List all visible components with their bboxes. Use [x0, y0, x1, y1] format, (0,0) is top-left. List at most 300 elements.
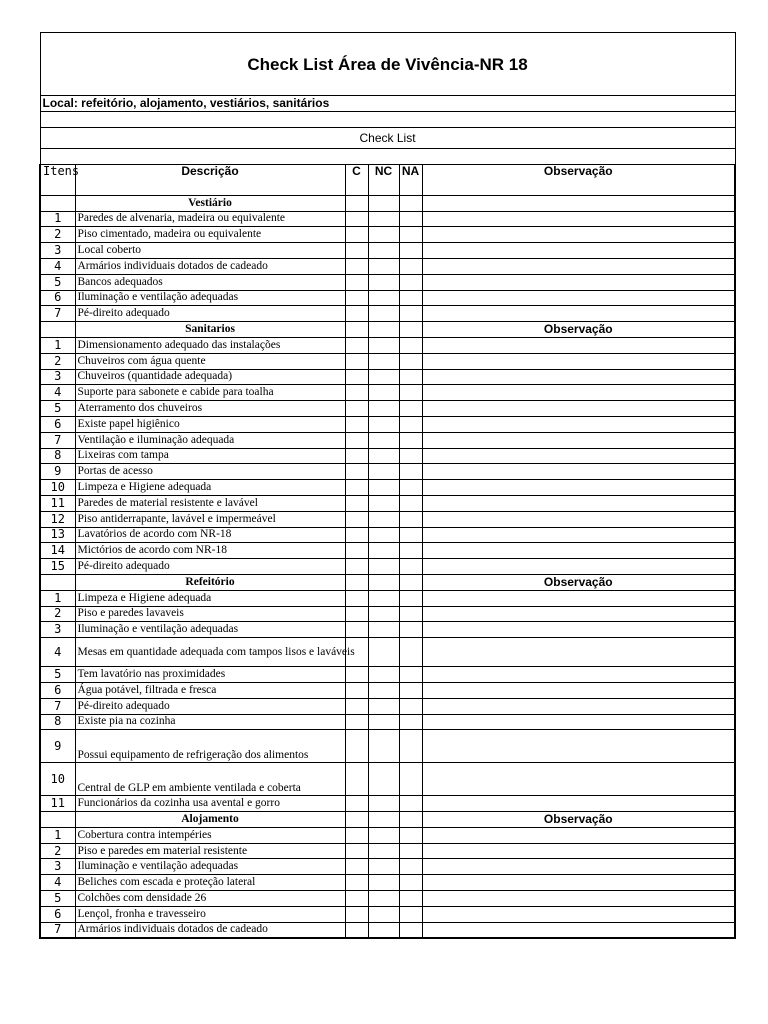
- check-cell-nc[interactable]: [368, 353, 399, 369]
- table-row: [40, 211, 735, 227]
- check-cell-na[interactable]: [399, 730, 422, 763]
- check-cell-nc[interactable]: [368, 875, 399, 891]
- item-description: Pé-direito adequado: [75, 559, 345, 575]
- check-cell-na[interactable]: [399, 432, 422, 448]
- check-cell-c[interactable]: [345, 353, 368, 369]
- col-header-nc: NC: [368, 164, 399, 195]
- table-row: [40, 606, 735, 622]
- item-number: 14: [40, 543, 75, 559]
- check-cell-c[interactable]: [345, 227, 368, 243]
- check-cell-c[interactable]: [345, 401, 368, 417]
- col-header-descricao: Descrição: [75, 164, 345, 195]
- check-cell-na[interactable]: [399, 416, 422, 432]
- item-description: Lençol, fronha e travesseiro: [75, 906, 345, 922]
- item-description: Chuveiros (quantidade adequada): [75, 369, 345, 385]
- item-number: 12: [40, 511, 75, 527]
- section-blank-cell: [399, 195, 422, 211]
- table-row: [40, 622, 735, 638]
- table-row: [40, 590, 735, 606]
- check-cell-nc[interactable]: [368, 859, 399, 875]
- check-cell-c[interactable]: [345, 714, 368, 730]
- observacao-cell[interactable]: [422, 432, 735, 448]
- check-cell-na[interactable]: [399, 543, 422, 559]
- observacao-cell[interactable]: [422, 543, 735, 559]
- section-observacao-header: Observação: [422, 812, 735, 828]
- check-cell-nc[interactable]: [368, 385, 399, 401]
- check-cell-nc[interactable]: [368, 559, 399, 575]
- table-row: [40, 448, 735, 464]
- check-cell-c[interactable]: [345, 543, 368, 559]
- table-row: [40, 827, 735, 843]
- section-blank-cell: [40, 812, 75, 828]
- check-cell-c[interactable]: [345, 337, 368, 353]
- observacao-cell[interactable]: [422, 480, 735, 496]
- check-cell-nc[interactable]: [368, 698, 399, 714]
- table-row: [40, 559, 735, 575]
- check-cell-na[interactable]: [399, 590, 422, 606]
- observacao-cell[interactable]: [422, 796, 735, 812]
- item-number: 13: [40, 527, 75, 543]
- section-blank-cell: [399, 574, 422, 590]
- page-title: Check List Área de Vivência-NR 18: [40, 33, 735, 96]
- blank-row: [40, 112, 735, 128]
- observacao-cell[interactable]: [422, 211, 735, 227]
- section-blank-cell: [399, 322, 422, 338]
- col-header-c: C: [345, 164, 368, 195]
- item-description: Iluminação e ventilação adequadas: [75, 622, 345, 638]
- check-cell-na[interactable]: [399, 891, 422, 907]
- check-cell-nc[interactable]: [368, 543, 399, 559]
- observacao-cell[interactable]: [422, 274, 735, 290]
- check-cell-c[interactable]: [345, 448, 368, 464]
- section-blank-cell: [345, 574, 368, 590]
- section-header-row: [40, 322, 735, 338]
- observacao-cell[interactable]: [422, 638, 735, 667]
- section-blank-cell: [40, 195, 75, 211]
- observacao-cell[interactable]: [422, 714, 735, 730]
- item-description: Piso e paredes em material resistente: [75, 843, 345, 859]
- check-cell-c[interactable]: [345, 306, 368, 322]
- check-cell-nc[interactable]: [368, 480, 399, 496]
- check-cell-nc[interactable]: [368, 590, 399, 606]
- check-cell-na[interactable]: [399, 306, 422, 322]
- table-row: [40, 385, 735, 401]
- check-cell-nc[interactable]: [368, 306, 399, 322]
- item-description: Central de GLP em ambiente ventilada e coberta: [75, 763, 345, 796]
- item-number: 9: [40, 464, 75, 480]
- check-cell-nc[interactable]: [368, 337, 399, 353]
- item-description: Existe papel higiênico: [75, 416, 345, 432]
- observacao-cell[interactable]: [422, 906, 735, 922]
- section-title: Alojamento: [75, 812, 345, 828]
- check-cell-nc[interactable]: [368, 227, 399, 243]
- item-description: Cobertura contra intempéries: [75, 827, 345, 843]
- item-number: 4: [40, 875, 75, 891]
- table-row: [40, 464, 735, 480]
- item-number: 9: [40, 730, 75, 763]
- section-observacao-header: Observação: [422, 322, 735, 338]
- check-cell-na[interactable]: [399, 243, 422, 259]
- item-number: 1: [40, 827, 75, 843]
- table-row: [40, 306, 735, 322]
- item-description: Colchões com densidade 26: [75, 891, 345, 907]
- observacao-cell[interactable]: [422, 385, 735, 401]
- item-description: Limpeza e Higiene adequada: [75, 480, 345, 496]
- item-number: 3: [40, 369, 75, 385]
- item-number: 7: [40, 922, 75, 938]
- observacao-cell[interactable]: [422, 922, 735, 938]
- observacao-cell[interactable]: [422, 843, 735, 859]
- section-blank-cell: [399, 812, 422, 828]
- section-title: Vestiário: [75, 195, 345, 211]
- observacao-cell[interactable]: [422, 464, 735, 480]
- check-cell-nc[interactable]: [368, 843, 399, 859]
- check-cell-c[interactable]: [345, 796, 368, 812]
- check-cell-na[interactable]: [399, 274, 422, 290]
- check-cell-nc[interactable]: [368, 290, 399, 306]
- item-description: Funcionários da cozinha usa avental e gorro: [75, 796, 345, 812]
- item-description: Água potável, filtrada e fresca: [75, 682, 345, 698]
- check-cell-nc[interactable]: [368, 211, 399, 227]
- check-cell-c[interactable]: [345, 667, 368, 683]
- check-cell-c[interactable]: [345, 369, 368, 385]
- section-blank-cell: [368, 574, 399, 590]
- table-row: [40, 875, 735, 891]
- table-row: [40, 682, 735, 698]
- column-header-row: [40, 164, 735, 195]
- check-cell-na[interactable]: [399, 448, 422, 464]
- item-number: 2: [40, 843, 75, 859]
- observacao-cell[interactable]: [422, 353, 735, 369]
- observacao-cell[interactable]: [422, 875, 735, 891]
- check-cell-c[interactable]: [345, 432, 368, 448]
- table-row: [40, 353, 735, 369]
- check-cell-c[interactable]: [345, 511, 368, 527]
- check-cell-nc[interactable]: [368, 511, 399, 527]
- check-cell-na[interactable]: [399, 763, 422, 796]
- check-cell-c[interactable]: [345, 698, 368, 714]
- item-description: Piso e paredes lavaveis: [75, 606, 345, 622]
- local-line: Local: refeitório, alojamento, vestiários, sanitários: [40, 96, 735, 112]
- item-number: 5: [40, 274, 75, 290]
- observacao-cell[interactable]: [422, 827, 735, 843]
- section-observacao-header: Observação: [422, 574, 735, 590]
- item-number: 6: [40, 906, 75, 922]
- check-cell-nc[interactable]: [368, 401, 399, 417]
- table-row: [40, 227, 735, 243]
- check-cell-na[interactable]: [399, 511, 422, 527]
- table-row: [40, 432, 735, 448]
- section-title: Sanitarios: [75, 322, 345, 338]
- check-cell-nc[interactable]: [368, 274, 399, 290]
- check-cell-nc[interactable]: [368, 527, 399, 543]
- observacao-cell[interactable]: [422, 667, 735, 683]
- check-cell-na[interactable]: [399, 464, 422, 480]
- check-cell-c[interactable]: [345, 906, 368, 922]
- check-cell-c[interactable]: [345, 891, 368, 907]
- table-row: [40, 638, 735, 667]
- check-cell-c[interactable]: [345, 480, 368, 496]
- table-row: [40, 843, 735, 859]
- item-number: 8: [40, 448, 75, 464]
- check-cell-na[interactable]: [399, 667, 422, 683]
- observacao-cell[interactable]: [422, 258, 735, 274]
- observacao-cell[interactable]: [422, 730, 735, 763]
- section-blank-cell: [345, 812, 368, 828]
- check-cell-nc[interactable]: [368, 827, 399, 843]
- checklist-sheet: [39, 32, 736, 939]
- observacao-cell[interactable]: [422, 698, 735, 714]
- item-description: Iluminação e ventilação adequadas: [75, 290, 345, 306]
- item-number: 10: [40, 480, 75, 496]
- check-cell-c[interactable]: [345, 859, 368, 875]
- item-description: Piso antiderrapante, lavável e impermeável: [75, 511, 345, 527]
- check-cell-c[interactable]: [345, 875, 368, 891]
- item-description: Possui equipamento de refrigeração dos alimentos: [75, 730, 345, 763]
- item-number: 1: [40, 211, 75, 227]
- observacao-cell[interactable]: [422, 369, 735, 385]
- col-header-itens: Itens: [40, 164, 75, 195]
- item-number: 15: [40, 559, 75, 575]
- check-cell-na[interactable]: [399, 290, 422, 306]
- table-row: [40, 891, 735, 907]
- item-description: Chuveiros com água quente: [75, 353, 345, 369]
- observacao-cell[interactable]: [422, 527, 735, 543]
- observacao-cell[interactable]: [422, 416, 735, 432]
- check-cell-nc[interactable]: [368, 416, 399, 432]
- check-cell-na[interactable]: [399, 606, 422, 622]
- table-row: [40, 730, 735, 763]
- check-cell-c[interactable]: [345, 385, 368, 401]
- check-cell-nc[interactable]: [368, 796, 399, 812]
- item-number: 7: [40, 698, 75, 714]
- check-cell-c[interactable]: [345, 416, 368, 432]
- item-description: Armários individuais dotados de cadeado: [75, 258, 345, 274]
- check-cell-na[interactable]: [399, 906, 422, 922]
- observacao-cell[interactable]: [422, 337, 735, 353]
- observacao-cell[interactable]: [422, 448, 735, 464]
- item-number: 2: [40, 227, 75, 243]
- item-description: Mesas em quantidade adequada com tampos lisos e laváveis: [75, 638, 345, 667]
- check-cell-na[interactable]: [399, 843, 422, 859]
- table-row: [40, 511, 735, 527]
- section-blank-cell: [345, 195, 368, 211]
- check-cell-na[interactable]: [399, 559, 422, 575]
- check-cell-na[interactable]: [399, 859, 422, 875]
- item-description: Piso cimentado, madeira ou equivalente: [75, 227, 345, 243]
- check-cell-c[interactable]: [345, 730, 368, 763]
- table-row: [40, 906, 735, 922]
- check-cell-na[interactable]: [399, 714, 422, 730]
- check-cell-nc[interactable]: [368, 243, 399, 259]
- observacao-cell[interactable]: [422, 401, 735, 417]
- observacao-cell[interactable]: [422, 495, 735, 511]
- observacao-cell[interactable]: [422, 290, 735, 306]
- item-description: Armários individuais dotados de cadeado: [75, 922, 345, 938]
- check-cell-nc[interactable]: [368, 464, 399, 480]
- observacao-cell[interactable]: [422, 763, 735, 796]
- check-cell-c[interactable]: [345, 622, 368, 638]
- item-number: 6: [40, 416, 75, 432]
- check-cell-nc[interactable]: [368, 258, 399, 274]
- check-cell-c[interactable]: [345, 606, 368, 622]
- check-cell-nc[interactable]: [368, 922, 399, 938]
- check-cell-na[interactable]: [399, 369, 422, 385]
- table-row: [40, 401, 735, 417]
- check-cell-na[interactable]: [399, 495, 422, 511]
- check-cell-nc[interactable]: [368, 714, 399, 730]
- item-description: Bancos adequados: [75, 274, 345, 290]
- item-description: Paredes de material resistente e lavável: [75, 495, 345, 511]
- col-header-na: NA: [399, 164, 422, 195]
- item-description: Local coberto: [75, 243, 345, 259]
- check-cell-na[interactable]: [399, 796, 422, 812]
- check-cell-na[interactable]: [399, 480, 422, 496]
- section-blank-cell: [40, 322, 75, 338]
- item-description: Dimensionamento adequado das instalações: [75, 337, 345, 353]
- check-cell-c[interactable]: [345, 763, 368, 796]
- item-description: Aterramento dos chuveiros: [75, 401, 345, 417]
- check-cell-c[interactable]: [345, 682, 368, 698]
- check-cell-c[interactable]: [345, 590, 368, 606]
- check-cell-na[interactable]: [399, 353, 422, 369]
- item-number: 3: [40, 859, 75, 875]
- item-number: 6: [40, 682, 75, 698]
- table-row: [40, 714, 735, 730]
- item-description: Lavatórios de acordo com NR-18: [75, 527, 345, 543]
- check-cell-na[interactable]: [399, 211, 422, 227]
- item-number: 4: [40, 638, 75, 667]
- table-row: [40, 543, 735, 559]
- section-header-row: [40, 812, 735, 828]
- table-row: [40, 495, 735, 511]
- section-blank-cell: [368, 195, 399, 211]
- item-description: Pé-direito adequado: [75, 698, 345, 714]
- item-number: 6: [40, 290, 75, 306]
- check-cell-nc[interactable]: [368, 606, 399, 622]
- section-blank-cell: [368, 322, 399, 338]
- item-number: 11: [40, 796, 75, 812]
- check-cell-c[interactable]: [345, 290, 368, 306]
- table-row: [40, 243, 735, 259]
- observacao-cell[interactable]: [422, 859, 735, 875]
- check-cell-na[interactable]: [399, 827, 422, 843]
- check-cell-na[interactable]: [399, 527, 422, 543]
- section-blank-cell: [40, 574, 75, 590]
- table-row: [40, 859, 735, 875]
- check-cell-na[interactable]: [399, 385, 422, 401]
- check-cell-c[interactable]: [345, 211, 368, 227]
- check-cell-na[interactable]: [399, 638, 422, 667]
- check-cell-nc[interactable]: [368, 448, 399, 464]
- item-number: 4: [40, 385, 75, 401]
- check-cell-c[interactable]: [345, 495, 368, 511]
- table-row: [40, 796, 735, 812]
- spacer-row: [40, 149, 735, 165]
- observacao-cell[interactable]: [422, 243, 735, 259]
- observacao-cell[interactable]: [422, 891, 735, 907]
- check-cell-na[interactable]: [399, 401, 422, 417]
- item-number: 10: [40, 763, 75, 796]
- check-cell-nc[interactable]: [368, 891, 399, 907]
- check-cell-c[interactable]: [345, 559, 368, 575]
- table-row: [40, 290, 735, 306]
- check-cell-c[interactable]: [345, 527, 368, 543]
- check-cell-c[interactable]: [345, 464, 368, 480]
- table-row: [40, 274, 735, 290]
- item-description: Paredes de alvenaria, madeira ou equivalente: [75, 211, 345, 227]
- check-cell-c[interactable]: [345, 274, 368, 290]
- item-description: Mictórios de acordo com NR-18: [75, 543, 345, 559]
- check-cell-nc[interactable]: [368, 369, 399, 385]
- section-blank-cell: [368, 812, 399, 828]
- check-cell-nc[interactable]: [368, 432, 399, 448]
- observacao-cell[interactable]: [422, 227, 735, 243]
- observacao-cell[interactable]: [422, 622, 735, 638]
- check-cell-nc[interactable]: [368, 730, 399, 763]
- check-cell-nc[interactable]: [368, 622, 399, 638]
- check-cell-na[interactable]: [399, 682, 422, 698]
- check-cell-c[interactable]: [345, 827, 368, 843]
- table-row: [40, 698, 735, 714]
- item-description: Pé-direito adequado: [75, 306, 345, 322]
- check-cell-nc[interactable]: [368, 638, 399, 667]
- item-description: Ventilação e iluminação adequada: [75, 432, 345, 448]
- item-number: 4: [40, 258, 75, 274]
- observacao-cell[interactable]: [422, 590, 735, 606]
- item-number: 1: [40, 337, 75, 353]
- check-cell-nc[interactable]: [368, 495, 399, 511]
- check-cell-na[interactable]: [399, 875, 422, 891]
- check-cell-c[interactable]: [345, 922, 368, 938]
- item-number: 5: [40, 891, 75, 907]
- check-cell-nc[interactable]: [368, 763, 399, 796]
- check-cell-nc[interactable]: [368, 906, 399, 922]
- check-cell-nc[interactable]: [368, 682, 399, 698]
- section-title: Refeitório: [75, 574, 345, 590]
- check-cell-na[interactable]: [399, 227, 422, 243]
- item-number: 3: [40, 243, 75, 259]
- item-number: 5: [40, 401, 75, 417]
- item-description: Iluminação e ventilação adequadas: [75, 859, 345, 875]
- item-description: Limpeza e Higiene adequada: [75, 590, 345, 606]
- observacao-cell[interactable]: [422, 606, 735, 622]
- observacao-cell[interactable]: [422, 511, 735, 527]
- check-cell-na[interactable]: [399, 258, 422, 274]
- check-cell-na[interactable]: [399, 622, 422, 638]
- check-cell-na[interactable]: [399, 698, 422, 714]
- item-number: 7: [40, 306, 75, 322]
- item-description: Existe pia na cozinha: [75, 714, 345, 730]
- table-row: [40, 527, 735, 543]
- observacao-cell[interactable]: [422, 306, 735, 322]
- item-number: 2: [40, 606, 75, 622]
- check-cell-nc[interactable]: [368, 667, 399, 683]
- item-description: Portas de acesso: [75, 464, 345, 480]
- check-cell-na[interactable]: [399, 922, 422, 938]
- item-number: 7: [40, 432, 75, 448]
- check-cell-na[interactable]: [399, 337, 422, 353]
- item-number: 5: [40, 667, 75, 683]
- section-header-row: [40, 195, 735, 211]
- observacao-cell[interactable]: [422, 682, 735, 698]
- observacao-cell[interactable]: [422, 559, 735, 575]
- item-description: Tem lavatório nas proximidades: [75, 667, 345, 683]
- table-row: [40, 369, 735, 385]
- check-cell-c[interactable]: [345, 258, 368, 274]
- check-cell-c[interactable]: [345, 843, 368, 859]
- check-cell-c[interactable]: [345, 243, 368, 259]
